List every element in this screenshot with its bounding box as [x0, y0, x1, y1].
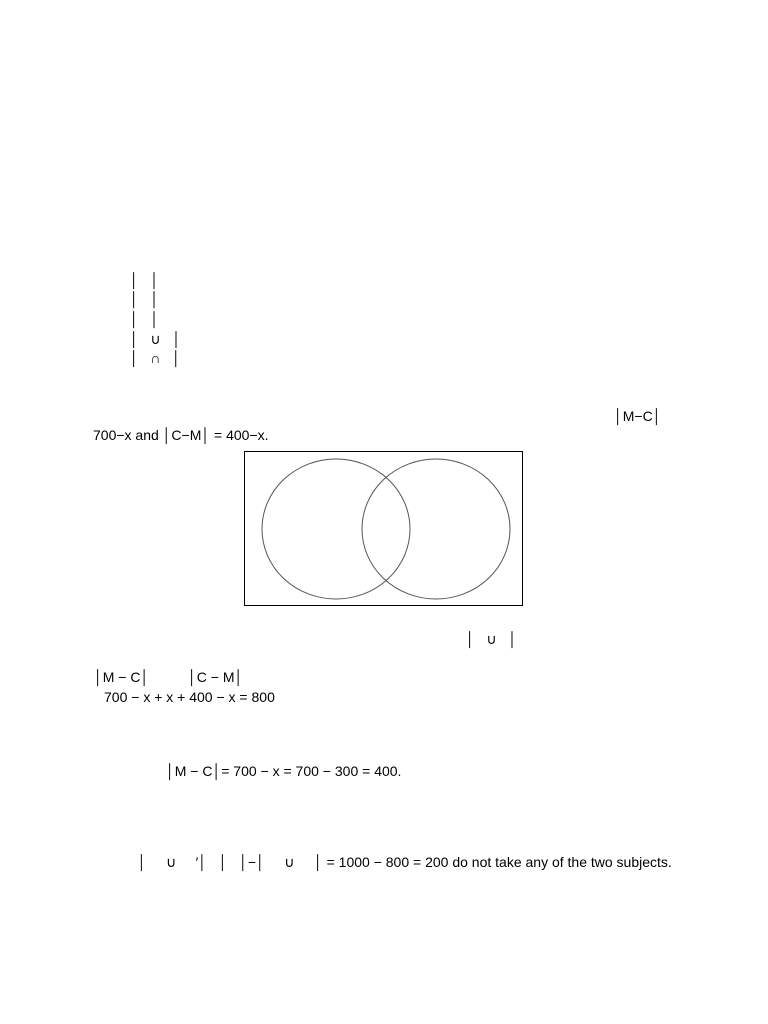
equation-line-3: │M − C│= 700 − x = 700 − 300 = 400.	[166, 763, 402, 779]
term-m-minus-c: │M − C│	[94, 669, 150, 685]
equation-line-4	[130, 838, 672, 870]
set-notation-line-4: │ ∪ │	[130, 331, 182, 347]
equation-m-minus-c-label: │M−C│	[614, 408, 662, 424]
union-label: │ ∪ │	[466, 631, 518, 647]
equation-line-1: 700−x and │C−M│ = 400−x.	[93, 427, 269, 443]
venn-circle-right	[362, 459, 510, 599]
equation-line-2: 700 − x + x + 400 − x = 800	[104, 689, 275, 705]
set-notation-line-2: │ │	[130, 291, 160, 307]
term-c-minus-m: │C − M│	[188, 669, 244, 685]
set-notation-line-5: │ ∩ │	[130, 350, 181, 366]
set-notation-line-3: │ │	[130, 311, 160, 327]
venn-diagram	[244, 451, 524, 607]
set-notation-line-1: │ │	[130, 272, 160, 288]
venn-circle-left	[262, 459, 410, 599]
equation-line-4-text: = 1000 − 800 = 200 do not take any of the two subjects.	[322, 854, 672, 870]
equation-line-4-prefix: │ ∪ ′│ │ │−│ ∪ │	[137, 854, 323, 870]
